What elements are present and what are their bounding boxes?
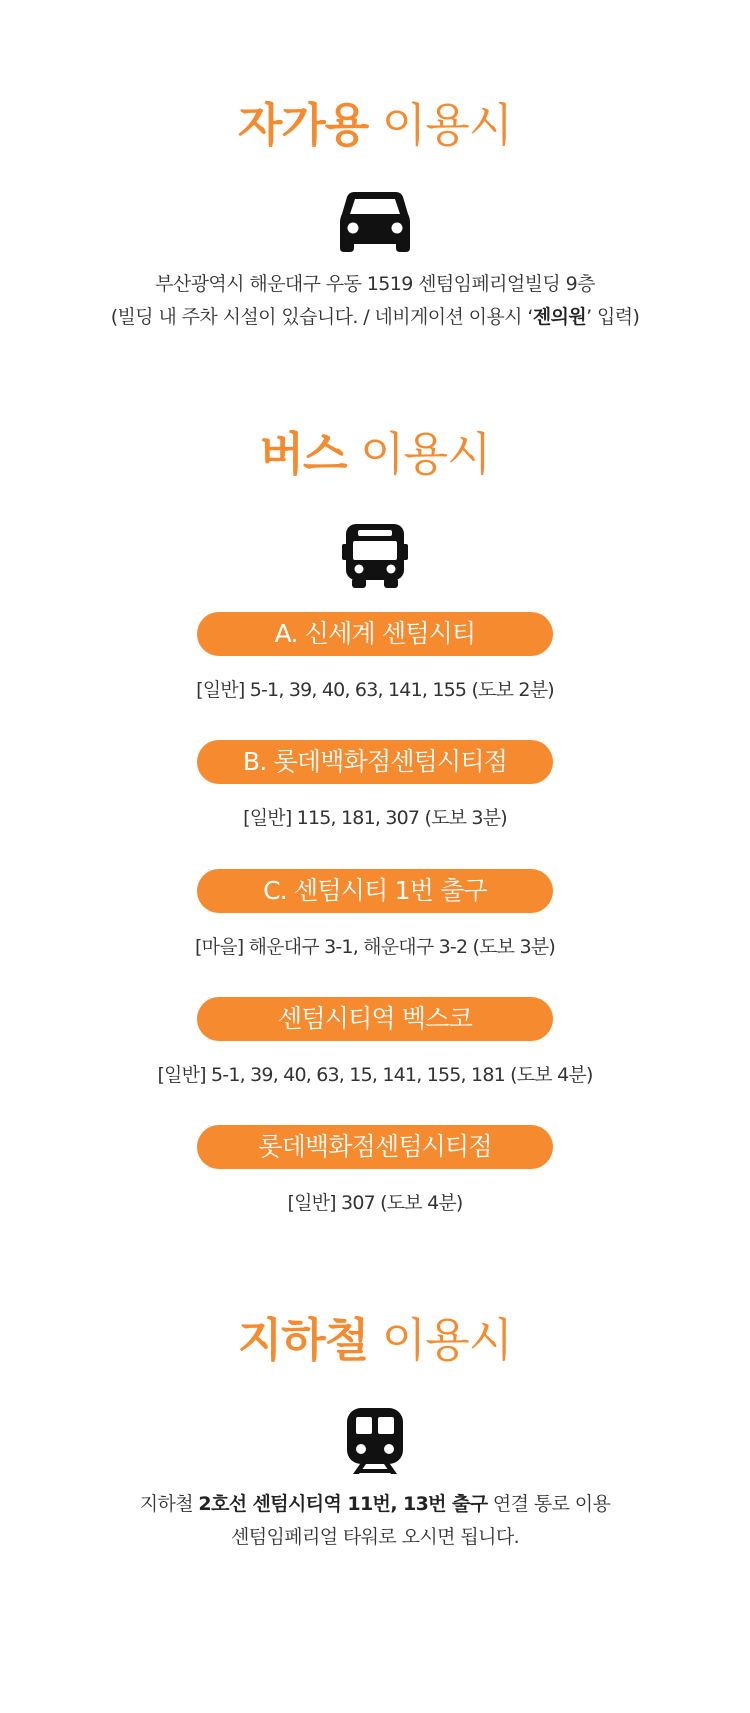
- car-heading-light: 이용시: [368, 98, 513, 152]
- bus-route-text: [일반] 5-1, 39, 40, 63, 15, 141, 155, 181 (도보 4분): [157, 1064, 593, 1086]
- car-address-line2: [0, 301, 750, 334]
- car-address: [0, 268, 750, 334]
- bus-stop-list: [0, 612, 750, 1225]
- car-icon-wrap: [0, 190, 750, 254]
- subway-icon: [346, 1407, 404, 1475]
- bus-route-text: [일반] 115, 181, 307 (도보 3분): [243, 807, 507, 829]
- car-address-line1: 부산광역시 해운대구 우동 1519 센텀임페리얼빌딩 9층: [155, 273, 595, 295]
- bus-stop-label: B. 롯데백화점센텀시티점: [197, 740, 553, 784]
- car-heading-strong: 자가용: [237, 98, 369, 152]
- bus-stop-label: 센텀시티역 벡스코: [197, 997, 553, 1041]
- car-section: [0, 95, 750, 155]
- subway-heading-light: 이용시: [368, 1313, 513, 1367]
- subway-heading: [0, 1310, 750, 1370]
- subway-line2: 센텀임페리얼 타워로 오시면 됩니다.: [230, 1526, 520, 1548]
- subway-heading-strong: 지하철: [237, 1313, 369, 1367]
- bus-route-text: [마을] 해운대구 3-1, 해운대구 3-2 (도보 3분): [195, 936, 555, 958]
- bus-heading: [0, 424, 750, 484]
- bus-route-text: [일반] 307 (도보 4분): [287, 1192, 463, 1214]
- bus-stop-label: A. 신세계 센텀시티: [197, 612, 553, 656]
- subway-section: [0, 1310, 750, 1370]
- subway-line1-post: 연결 통로 이용: [487, 1493, 611, 1515]
- bus-stop-label: C. 센텀시티 1번 출구: [197, 869, 553, 913]
- car-heading: [0, 95, 750, 155]
- bus-section: [0, 424, 750, 484]
- bus-stop-item: [0, 740, 750, 869]
- bus-heading-strong: 버스: [259, 427, 347, 481]
- bus-heading-light: 이용시: [346, 427, 491, 481]
- subway-line1-pre: 지하철: [139, 1493, 199, 1515]
- bus-route-text: [일반] 5-1, 39, 40, 63, 141, 155 (도보 2분): [196, 679, 554, 701]
- bus-stop-item: [0, 1125, 750, 1225]
- bus-stop-label: 롯데백화점센텀시티점: [197, 1125, 553, 1169]
- car-address-line2-bold: 젠의원: [532, 306, 587, 328]
- subway-line1: [0, 1488, 750, 1521]
- bus-icon-wrap: [0, 522, 750, 590]
- car-address-line2-post: ’ 입력): [586, 306, 640, 328]
- subway-line1-bold: 2호선 센텀시티역 11번, 13번 출구: [198, 1493, 488, 1515]
- bus-stop-item: [0, 869, 750, 997]
- subway-description: [0, 1488, 750, 1554]
- car-icon: [340, 190, 410, 254]
- bus-stop-item: [0, 997, 750, 1125]
- car-address-line2-pre: (빌딩 내 주차 시설이 있습니다. / 네비게이션 이용시 ‘: [110, 306, 533, 328]
- bus-stop-item: [0, 612, 750, 740]
- subway-icon-wrap: [0, 1407, 750, 1475]
- bus-icon: [342, 522, 408, 590]
